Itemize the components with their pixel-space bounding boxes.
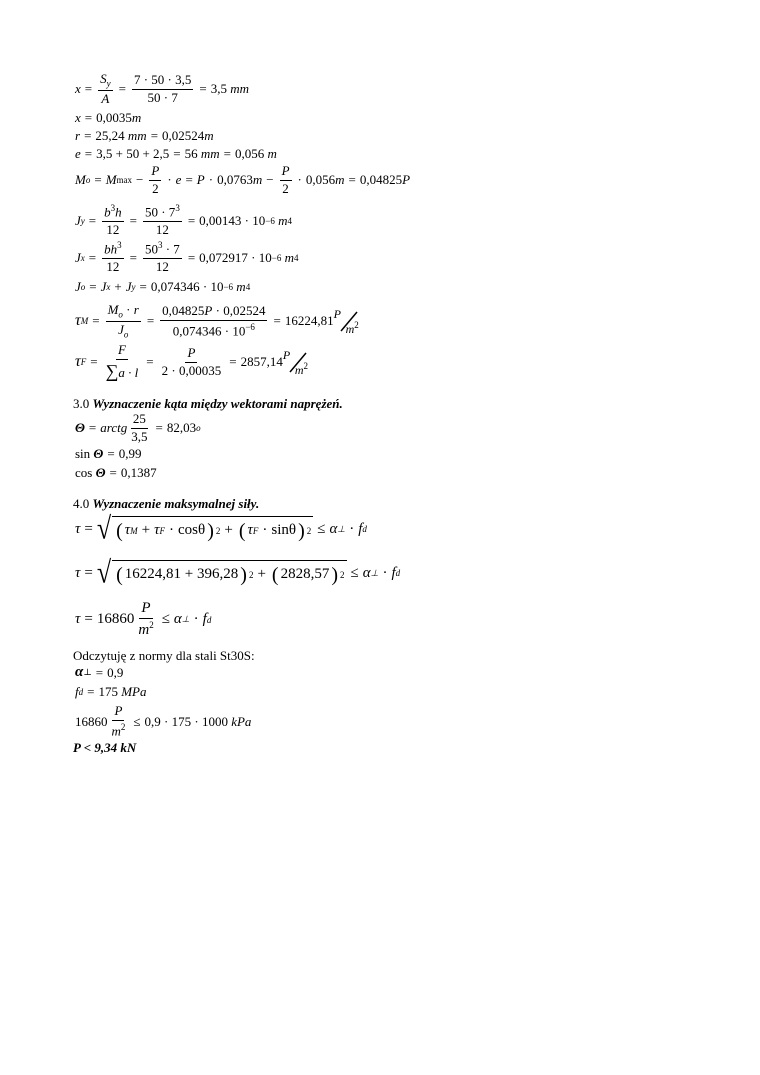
equation-x-value: x = 0,0035 m [75, 110, 142, 125]
eq10-frac1 [104, 343, 141, 382]
eq5-p1: P [149, 164, 161, 181]
eq9-exp: −6 [245, 321, 255, 332]
eq14-f: f [358, 520, 363, 537]
eq7-sub: x [80, 252, 85, 263]
eq7-frac1 [102, 240, 124, 275]
eq6-unit: m [278, 212, 288, 228]
eq16-m-sup: 2 [149, 620, 154, 631]
eq10-unit-sup: 2 [303, 361, 308, 372]
eq10-p: P [185, 346, 197, 363]
eq3-v1: 25,24 [95, 128, 125, 143]
eq4-v2: 0,056 [235, 146, 265, 161]
eq17-alpha: α [75, 664, 84, 680]
eq19-rhs: 0,9 · 175 · 1000 [144, 713, 228, 729]
eq7-frac2 [143, 240, 182, 275]
equation-e-value: e = 3,5 + 50 + 2,5 = 56 mm = 0,056 m [75, 146, 277, 161]
eq5-u2: m [335, 172, 345, 188]
norm-reading-text: Odczytuję z normy dla stali St30S: [73, 648, 255, 663]
equation-fd: f d = 175 MPa [75, 684, 147, 699]
eq9-den: 0,074346 · 10 [172, 323, 246, 339]
final-result: P < 9,34 kN [73, 740, 137, 755]
eq14-alpha: α [329, 520, 338, 537]
eq1-num: 7 · 50 · 3,5 [132, 73, 193, 90]
eq16-m: m [138, 622, 150, 639]
section-heading-3 [73, 396, 343, 412]
eq8-usup: 4 [245, 282, 251, 292]
eq10-res: 2857,14 [240, 354, 283, 370]
eq15-tau: τ [75, 564, 81, 581]
eq6-exp: −6 [265, 215, 275, 226]
eq13-res: 0,1387 [120, 465, 157, 480]
eq15-alpha: α [362, 564, 371, 581]
eq5-p2: P [196, 172, 205, 188]
eq1-frac-numeric [132, 73, 193, 106]
eq1-sy-sub: y [106, 78, 111, 89]
eq4-expr: 3,5 + 50 + 2,5 [96, 146, 170, 161]
eq1-res: 3,5 [210, 81, 227, 97]
eq12-theta: Θ [93, 446, 104, 461]
equation-tau-sqrt-numeric: τ = √ ( 16224,81 + 396,28 ) 2 + ( 2828,57 ) 2 ≤ α ⊥ · f d [75, 555, 401, 590]
eq3-v2: 0,02524 [162, 128, 205, 143]
eq13-theta: Θ [95, 465, 106, 480]
eq9-mo-sub: o [118, 309, 123, 320]
eq5-p4: P [402, 172, 411, 188]
eq14-lparen2: ( [238, 519, 246, 542]
eq19-m-sup: 2 [120, 721, 126, 732]
eq7-j: J [75, 249, 81, 265]
equation-tau-sqrt-symbolic: τ = √ ( τ M + τ F · cosθ ) 2 + ( τ F · sinθ ) 2 ≤ α ⊥ · f d [75, 511, 367, 546]
equation-alpha-perp: α ⊥ = 0,9 [75, 664, 124, 680]
eq9-mo: M [107, 302, 119, 317]
eq5-e: e [175, 172, 182, 188]
eq5-frac2 [280, 164, 292, 197]
eq9-p: P [204, 302, 213, 318]
eq9-r: r [133, 302, 139, 317]
eq8-o: o [80, 282, 86, 292]
eq6-usup: 4 [287, 215, 292, 226]
eq5-m: M [75, 172, 86, 188]
equation-tau-result: τ = 16860 $\frac{P}{m^2}$ ≤ α ⊥ · f d [75, 600, 212, 639]
equation-theta: Θ = arctg $\frac{25}{3,5}$ = 82,03 o [75, 411, 201, 444]
eq5-res: 0,04825 [359, 172, 403, 188]
eq7-den2: 12 [155, 259, 169, 275]
eq18-sub: d [78, 687, 84, 697]
eq8-j2: J [100, 279, 107, 294]
eq6-j: J [75, 212, 81, 228]
eq14-perp: ⊥ [337, 523, 346, 534]
section-heading-4 [73, 496, 259, 512]
eq6-frac1 [102, 203, 124, 238]
eq8-exp: −6 [223, 282, 234, 292]
eq15-lparen1: ( [116, 563, 123, 586]
eq9-unit-m: m [345, 322, 355, 337]
eq5-frac1 [149, 164, 161, 197]
eq5-max: max [116, 175, 133, 186]
equation-tau-m: τ M = $\frac{M_o \cdot r}{J_o}$ = $\frac{0,04825P \cdot 0,02524}{0,074346 \cdot 10^{-6}}$ = 16224,81 P $m^2$ [75, 303, 364, 340]
eq8-x: x [106, 282, 111, 292]
eq10-unit-slashfrac [282, 348, 313, 378]
eq10-f: F [116, 343, 128, 360]
eq9-unit-sup: 2 [354, 320, 359, 331]
eq14-sqrt-sign: √ [96, 511, 112, 546]
eq1-lhs: x [75, 81, 81, 97]
heading3-number: 3.0 [73, 396, 90, 411]
eq7-n1b: · 7 [162, 241, 180, 257]
eq16-val: 16860 [96, 611, 135, 628]
eq9-sub: M [80, 316, 89, 327]
eq7-n1: 50 [144, 241, 158, 257]
eq6-n1-sup: 3 [175, 203, 180, 213]
eq11-den: 3,5 [131, 428, 148, 444]
eq17-perp: ⊥ [83, 667, 92, 677]
eq6-sub: y [80, 215, 85, 226]
eq11-theta: Θ [75, 420, 85, 436]
eq10-sigma: ∑ [105, 360, 119, 381]
eq9-unit-slashfrac [333, 307, 364, 337]
eq10-sub: F [80, 357, 87, 368]
eq16-fsub: d [206, 614, 212, 625]
eq12-fn: sin [75, 446, 91, 461]
eq9-jo: J [118, 321, 124, 337]
eq15-rparen1: ) [240, 563, 247, 586]
eq3-u1: mm [127, 128, 147, 143]
eq10-tau: τ [75, 353, 81, 371]
eq19-frac [110, 704, 128, 739]
eq5-u1: m [252, 172, 263, 188]
eq19-unit: kPa [231, 713, 252, 729]
eq7-b: b [104, 241, 111, 257]
eq10-al: a · l [118, 364, 139, 380]
eq9-unit-p: P [333, 307, 341, 322]
eq6-res: 0,00143 · 10 [199, 212, 266, 228]
eq1-sy: S [100, 71, 107, 86]
eq13-fn: cos [75, 465, 93, 480]
heading4-number: 4.0 [73, 496, 90, 511]
equation-mo: M o = M max − $\frac{P}{2}$ · e = P · 0,0763 m − $\frac{P}{2}$ · 0,056 m = 0,04825 P [75, 163, 411, 196]
eq11-deg: o [196, 423, 201, 434]
eq9-tau: τ [75, 312, 81, 330]
eq9-frac2 [160, 304, 267, 339]
eq8-y: y [131, 282, 136, 292]
eq15-v1: 16224,81 + 396,28 [124, 566, 239, 582]
eq14-tf: τ [154, 522, 160, 538]
eq14-sq2: 2 [306, 525, 312, 536]
eq1-frac-sy-a [98, 72, 113, 107]
eq18-res: 175 [98, 684, 118, 699]
equation-x-sy-over-a: x = $\frac{S_y}{A}$ = $\frac{7 \cdot 50 \cdot 3,5}{50 \cdot 7}$ = 3,5 mm [75, 71, 250, 106]
eq12-res: 0,99 [118, 446, 142, 461]
eq4-u1: mm [200, 146, 220, 161]
eq10-frac2 [160, 346, 224, 379]
equation-jo: J o = J x + J y = 0,074346 · 10 −6 m 4 [75, 279, 251, 294]
heading4-title: Wyznaczenie maksymalnej siły. [92, 496, 260, 511]
eq4-lhs: e [75, 146, 81, 161]
eq3-lhs: r [75, 128, 81, 143]
eq16-frac [136, 600, 155, 640]
eq6-b-sup: 3 [110, 203, 116, 213]
eq15-v2: 2828,57 [280, 566, 330, 582]
equation-sin-theta: sin Θ = 0,99 [75, 446, 142, 461]
eq4-v1: 56 [184, 146, 198, 161]
eq15-sq2: 2 [340, 569, 345, 580]
eq14-fsub: d [362, 524, 367, 534]
eq1-unit: mm [230, 81, 250, 97]
eq14-sqrt: √ ( τ M + τ F · cosθ ) 2 + ( τ F · sinθ ) 2 [96, 511, 312, 546]
eq5-two1: 2 [152, 180, 159, 196]
eq14-tf2: τ [247, 522, 253, 538]
eq2-unit: m [131, 110, 142, 125]
eq6-frac2 [143, 203, 182, 238]
eq6-b: b [104, 204, 111, 220]
eq14-tf2-sub: F [252, 525, 259, 536]
eq15-lparen2: ( [271, 563, 279, 586]
eq15-sq1: 2 [248, 569, 254, 580]
eq7-h-sup: 3 [117, 240, 122, 250]
eq8-j1: J [75, 279, 81, 294]
equation-jx: J x = $\frac{bh^3}{12}$ = $\frac{50^3 \cdot 7}{12}$ = 0,072917 · 10 −6 m 4 [75, 240, 299, 275]
eq7-den1: 12 [106, 259, 120, 275]
eq14-rparen1: ) [207, 519, 214, 542]
eq9-frac1: $\frac{M_o \cdot r}{J_o}$ [107, 302, 139, 340]
eq14-lparen1: ( [116, 519, 123, 542]
eq2-lhs: x [75, 110, 81, 125]
eq16-p: P [139, 600, 152, 619]
eq9-num2: · 0,02524 [212, 302, 266, 318]
eq14-tm: τ [124, 522, 131, 538]
eq15-perp: ⊥ [370, 567, 379, 578]
eq14-sq1: 2 [215, 525, 221, 536]
eq9-num: 0,04825 [162, 302, 205, 318]
eq11-frac [129, 412, 149, 445]
eq6-den2: 12 [155, 222, 169, 238]
eq15-f: f [391, 564, 396, 581]
eq19-val: 16860 [75, 713, 108, 729]
eq6-h: h [115, 204, 122, 220]
eq16-f: f [202, 611, 207, 628]
eq7-unit: m [284, 249, 294, 265]
eq8-unit: m [236, 279, 246, 294]
eq10-unit-p: P [282, 348, 291, 363]
equation-jy: J y = $\frac{b^3h}{12}$ = $\frac{50 \cdot 7^3}{12}$ = 0,00143 · 10 −6 m 4 [75, 203, 292, 238]
equation-inequality: 16860 $\frac{P}{m^2}$ ≤ 0,9 · 175 · 1000 kPa [75, 703, 252, 739]
eq15-sqrt: √ ( 16224,81 + 396,28 ) 2 + ( 2828,57 ) 2 [96, 555, 345, 590]
equation-tau-f: τ F = $\frac{F}{\sum a \cdot l}$ = $\frac{P}{2 \cdot 0,00035}$ = 2857,14 P $m^2$ [75, 343, 313, 382]
eq5-two2: 2 [282, 180, 289, 196]
eq7-n1-sup: 3 [157, 240, 163, 250]
eq11-fn: arctg [100, 420, 128, 436]
eq18-f: f [75, 684, 79, 699]
eq5-p3: P [280, 164, 292, 181]
eq8-res: 0,074346 · 10 [150, 279, 224, 294]
eq14-tm-sub: M [130, 525, 138, 536]
eq7-usup: 4 [293, 252, 299, 263]
equation-r-value: r = 25,24 mm = 0,02524 m [75, 128, 214, 143]
eq14-sin: sinθ [271, 522, 297, 538]
eq1-a: A [101, 90, 110, 106]
eq7-exp: −6 [271, 252, 282, 263]
eq6-n1: 50 · 7 [144, 204, 176, 220]
eq5-c1: 0,0763 [217, 172, 253, 188]
eq1-den: 50 · 7 [147, 89, 178, 105]
eq15-sqrt-sign: √ [96, 555, 112, 590]
eq16-perp: ⊥ [181, 614, 190, 625]
eq19-p: P [112, 704, 124, 721]
eq17-res: 0,9 [107, 664, 124, 680]
eq5-m2: M [105, 172, 117, 188]
eq14-tf-sub: F [159, 525, 166, 536]
eq6-den1: 12 [106, 222, 120, 238]
eq5-c2: 0,056 [305, 172, 336, 188]
eq5-o: o [85, 175, 91, 186]
eq4-u2: m [267, 146, 277, 161]
eq14-cos: cosθ [178, 522, 206, 538]
eq14-tau: τ [75, 520, 81, 537]
eq2-val: 0,0035 [96, 110, 132, 125]
eq10-den: 2 · 0,00035 [161, 362, 222, 378]
eq14-rparen2: ) [298, 519, 305, 542]
eq11-res: 82,03 [166, 420, 197, 436]
eq19-m: m [111, 723, 121, 739]
eq7-res: 0,072917 · 10 [199, 249, 272, 265]
eq7-h: h [110, 241, 118, 257]
equation-cos-theta: cos Θ = 0,1387 [75, 465, 157, 480]
heading3-title: Wyznaczenie kąta między wektorami naprężeń. [92, 396, 343, 411]
eq3-u2: m [204, 128, 214, 143]
eq8-j3: J [125, 279, 132, 294]
eq15-rparen2: ) [331, 563, 338, 586]
eq9-res: 16224,81 [284, 313, 334, 329]
eq10-unit-m: m [294, 363, 304, 378]
eq15-fsub: d [395, 568, 401, 578]
eq9-jo-sub: o [123, 329, 129, 340]
eq11-num: 25 [131, 412, 148, 429]
eq18-unit: MPa [121, 684, 147, 699]
eq16-tau: τ [75, 611, 81, 628]
eq16-alpha: α [173, 611, 182, 628]
